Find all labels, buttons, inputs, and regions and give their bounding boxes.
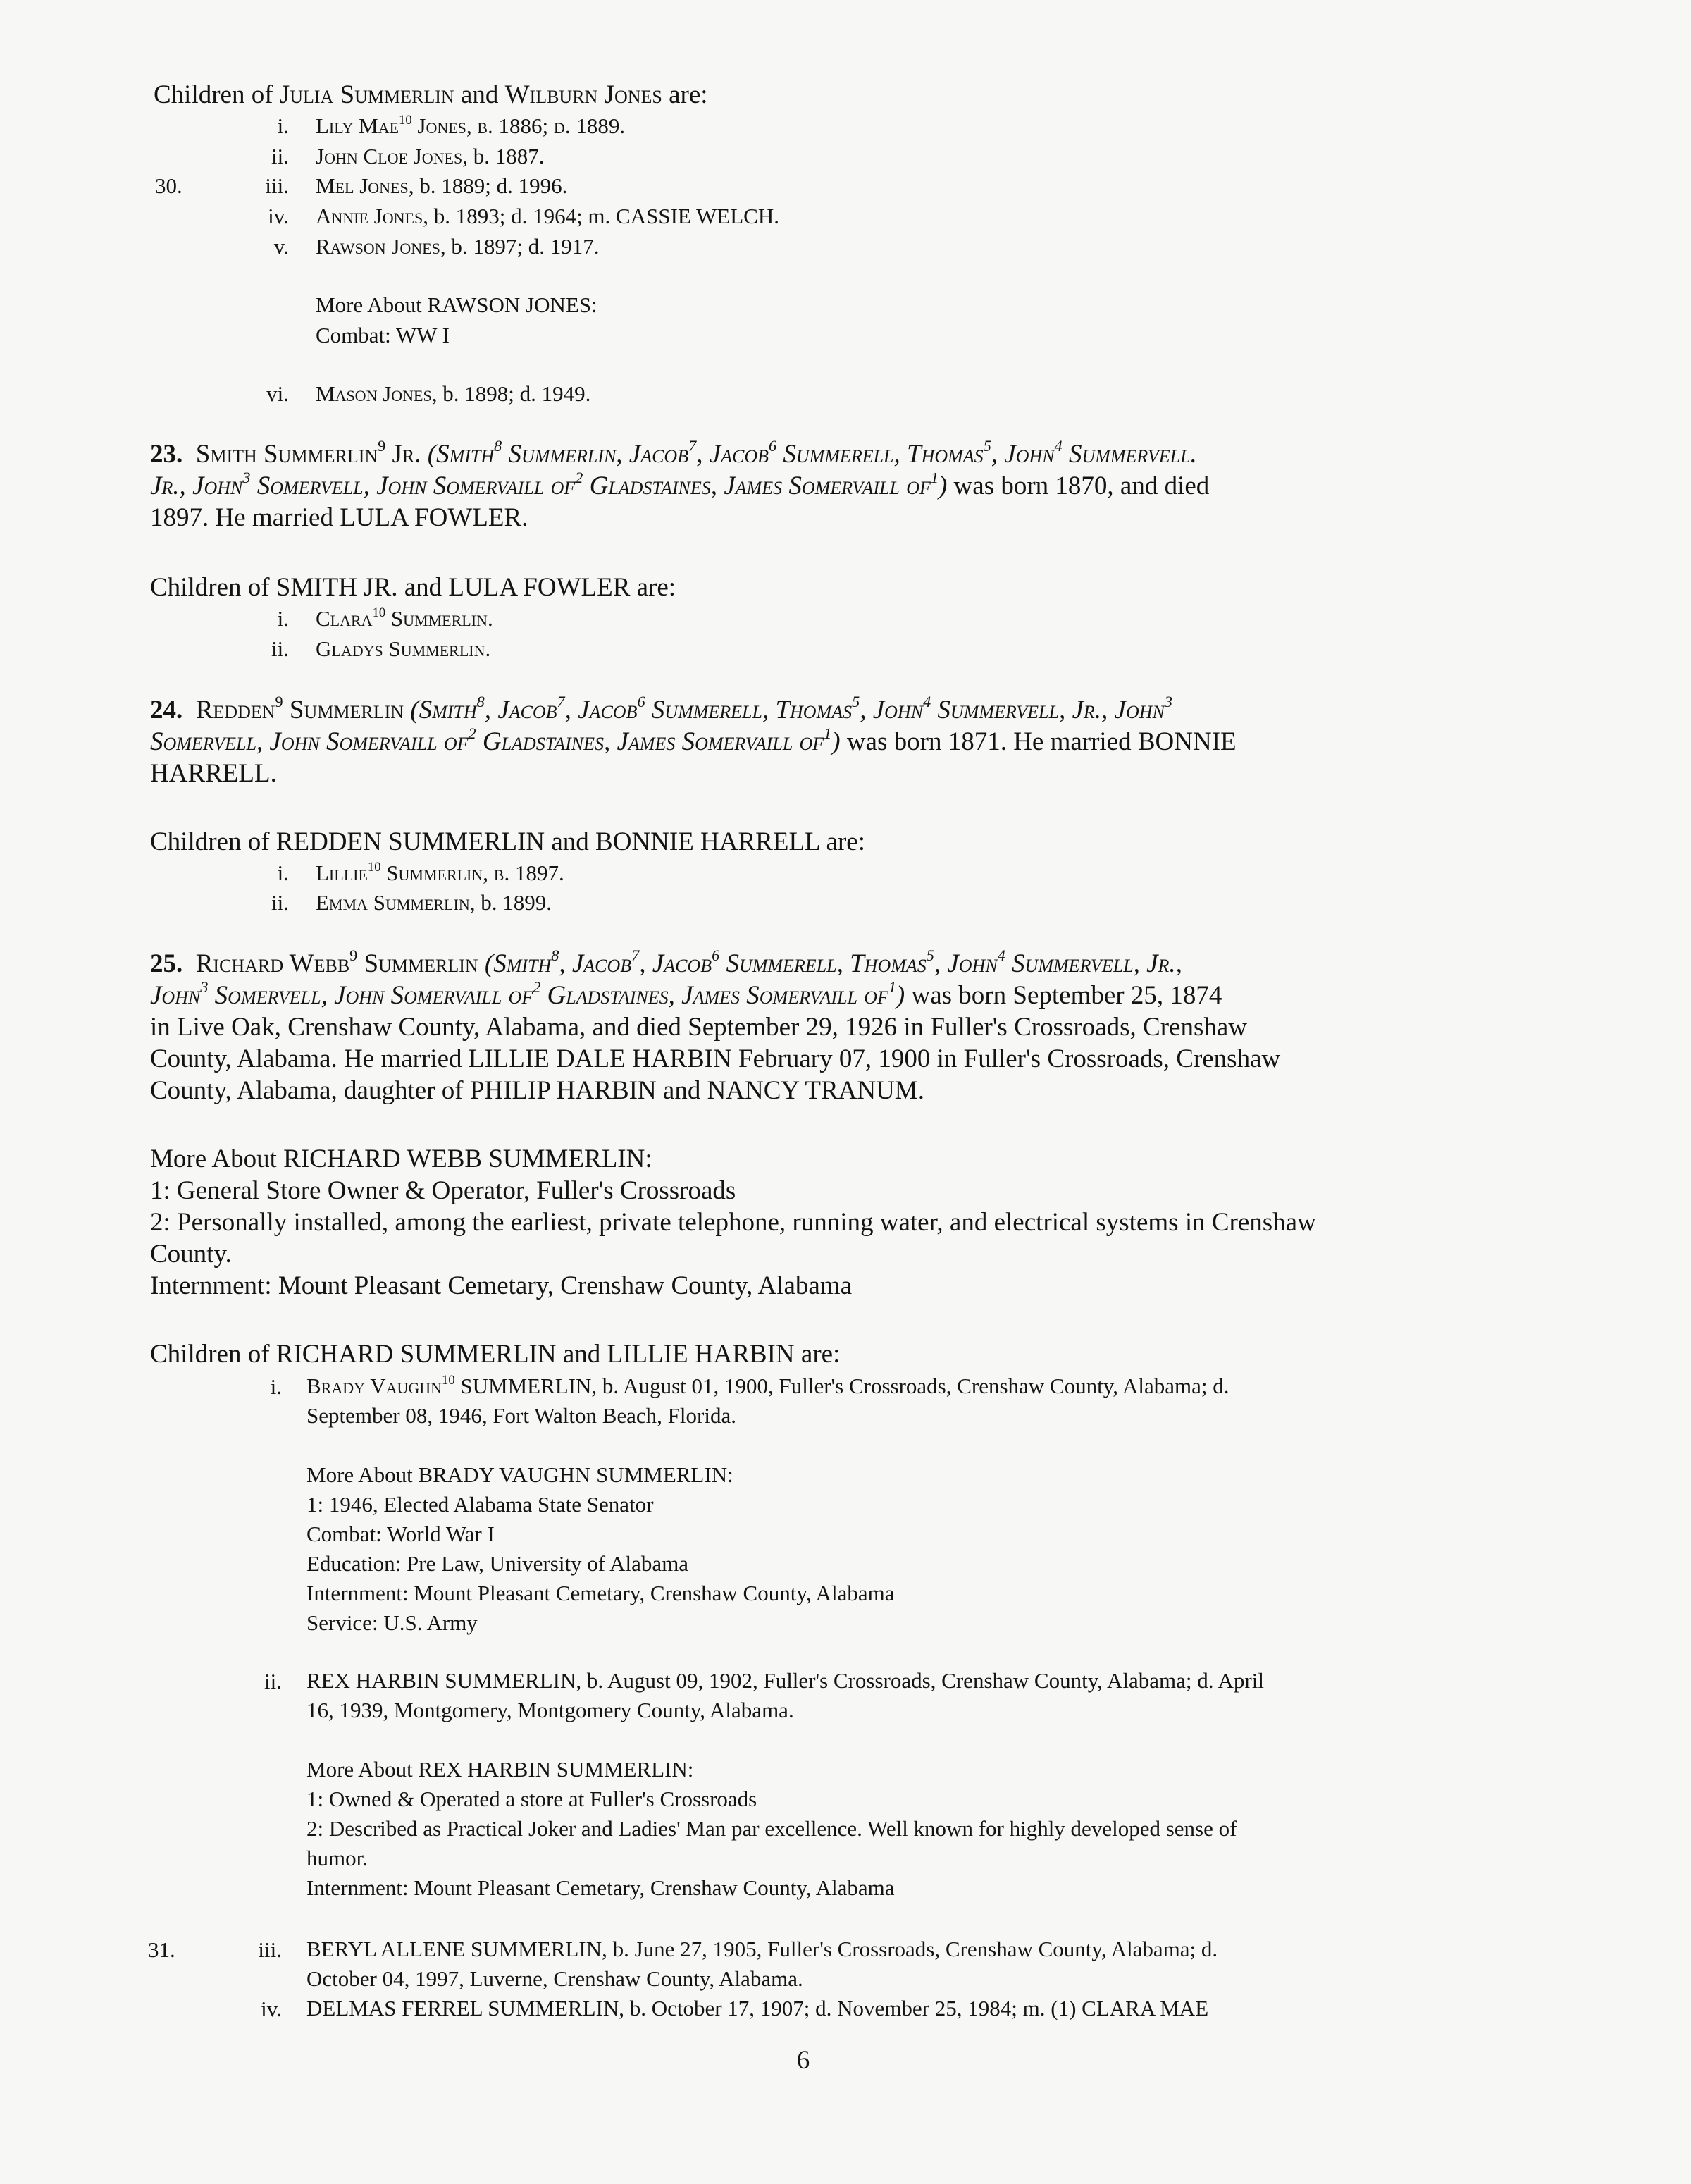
lineage: (Smith$^8$ Summerlin, Jacob$^7$, Jacob$^6$ Summerell, Thomas$^5$, John$^4$ Summervell. [427,437,1197,469]
rawson-combat: Combat: WW I [316,323,450,347]
entry-25-richard-webb-summerlin: 25. Richard Webb$^9$ Summerlin (Smith$^8$, Jacob$^7$, Jacob$^6$ Summerell, Thomas$^5$, John$^4$ Summervell, Jr., John$^3$ Somervell, John Somervaill $of^2$ Gladstaines, James Somervaill $of^1$) was born September 25, 1874 in Live Oak, Crenshaw County, Alabama, and died September 29, 1926 in Fuller's Crossroads, Crenshaw County, Alabama. He married LILLIE DALE HARBIN February 07, 1900 in Fuller's Crossroads, Crenshaw County, Alabama, daughter of PHILIP HARBIN and NANCY TRANUM. [150,946,1281,1105]
richard-children-intro: Children of RICHARD SUMMERLIN and LILLIE HARBIN are: [150,1340,841,1369]
entry-24-redden-summerlin: 24. Redden$^9$ Summerlin (Smith$^8$, Jacob$^7$, Jacob$^6$ Summerell, Thomas$^5$, John$^4$ Summervell, Jr., John$^3$ Somervell, John Somervaill $of^2$ Gladstaines, James Somervaill $of^1$) was born 1871. He married BONNIE HARRELL. [150,693,1237,788]
smith-children-intro: Children of SMITH JR. and LULA FOWLER are: [150,573,676,602]
lineage: (Smith$^8$, Jacob$^7$, Jacob$^6$ Summerell, Thomas$^5$, John$^4$ Summervell, Jr., John$^3$ [410,693,1172,724]
document-page: Children of Julia Summerlin and Wilburn Jones are: i. Lily Mae$^{10}$ Jones, b. 1886; d. 1889. ii. John Cloe Jones, b. 1887. 30. iii. Mel Jones, b. 1889; d. 1996. iv. Annie Jones, b. 1893; d. 1964; m. CASSIE WELCH. v. Rawson Jones, b. 1897; d. 1917. More About RAWSON JONES: Combat: WW I vi. Mason Jones, b. 1898; d. 1949. 23. Smith Summerlin$^9$ Jr. (Smith$^8$ Summerlin, Jacob$^7$, Jacob$^6$ Summerell, Thomas$^5$, John$^4$ Summervell. Jr., John$^3$ Somervell, John Somervaill $of^2$ Gladstaines, James Somervaill $of^1$) was born 1870, and died 1897. He married LULA FOWLER. Children of SMITH JR. and LULA FOWLER are: i. Clara$^{10}$ Summerlin. ii. Gladys Summerlin. 24. Redden$^9$ Summerlin (Smith$^8$, Jacob$^7$, Jacob$^6$ Summerell, Thomas$^5$, John$^4$ Summervell, Jr., John$^3$ Somervell, John Somervaill $of^2$ Gladstaines, James Somervaill $of^1$) was born 1871. He married BONNIE HARRELL. Children of REDDEN SUMMERLIN and BONNIE HARRELL are: i. Lillie$^{10}$ Summerlin, b. 1897. ii. Emma Summerlin, b. 1899. 25. Richard Webb$^9$ Summerlin (Smith$^8$, Jacob$^7$, Jacob$^6$ Summerell, Thomas$^5$, John$^4$ Summervell, Jr., John$^3$ Somervell, John Somervaill $of^2$ Gladstaines, James Somervaill $of^1$) was born September 25, 1874 in Live Oak, Crenshaw County, Alabama, and died September 29, 1926 in Fuller's Crossroads, Crenshaw County, Alabama. He married LILLIE DALE HARBIN February 07, 1900 in Fuller's Crossroads, Crenshaw County, Alabama, daughter of PHILIP HARBIN and NANCY TRANUM. More About RICHARD WEBB SUMMERLIN: 1: General Store Owner & Operator, Fuller's Crossroads 2: Personally installed, among the earliest, private telephone, running water, and electrical systems in Crenshaw County. Internment: Mount Pleasant Cemetary, Crenshaw County, Alabama Children of RICHARD SUMMERLIN and LILLIE HARBIN are: i. Brady Vaughn$^{10}$ SUMMERLIN, b. August 01, 1900, Fuller's Crossroads, Crenshaw County, Alabama; d. September 08, 1946, Fort Walton Beach, Florida. More About BRADY VAUGHN SUMMERLIN: 1: 1946, Elected Alabama State Senator Combat: World War I Education: Pre Law, University of Alabama Internment: Mount Pleasant Cemetary, Crenshaw County, Alabama Service: U.S. Army ii. REX HARBIN SUMMERLIN, b. August 09, 1902, Fuller's Crossroads, Crenshaw County, Alabama; d. April 16, 1939, Montgomery, Montgomery County, Alabama. More About REX HARBIN SUMMERLIN: 1: Owned & Operated a store at Fuller's Crossroads 2: Described as Practical Joker and Ladies' Man par excellence. Well known for highly developed sense of humor. Internment: Mount Pleasant Cemetary, Crenshaw County, Alabama 31. iii. BERYL ALLENE SUMMERLIN, b. June 27, 1905, Fuller's Crossroads, Crenshaw County, Alabama; d. October 04, 1997, Luverne, Crenshaw County, Alabama. iv. DELMAS FERREL SUMMERLIN, b. October 17, 1907; d. November 25, 1984; m. (1) CLARA MAE 6 [0,0,1691,2184]
richard-more-about: More About RICHARD WEBB SUMMERLIN: 1: General Store Owner & Operator, Fuller's Crossroads 2: Personally installed, among the earliest, private telephone, running water, and electrical systems in Crenshaw County. Internment: Mount Pleasant Cemetary, Crenshaw County, Alabama [150,1145,1316,1300]
redden-children-intro: Children of REDDEN SUMMERLIN and BONNIE HARRELL are: [150,827,865,856]
rawson-more-about: More About RAWSON JONES: [316,292,597,317]
julia-children-intro: Children of Julia Summerlin and Wilburn Jones are: [154,80,708,109]
lineage: (Smith$^8$, Jacob$^7$, Jacob$^6$ Summerell, Thomas$^5$, John$^4$ Summervell, Jr., [484,946,1182,978]
page-number: 6 [796,2046,810,2075]
entry-23-smith-summerlin: 23. Smith Summerlin$^9$ Jr. (Smith$^8$ Summerlin, Jacob$^7$, Jacob$^6$ Summerell, Thomas$^5$, John$^4$ Summervell. Jr., John$^3$ Somervell, John Somervaill $of^2$ Gladstaines, James Somervaill $of^1$) was born 1870, and died 1897. He married LULA FOWLER. [150,437,1210,532]
